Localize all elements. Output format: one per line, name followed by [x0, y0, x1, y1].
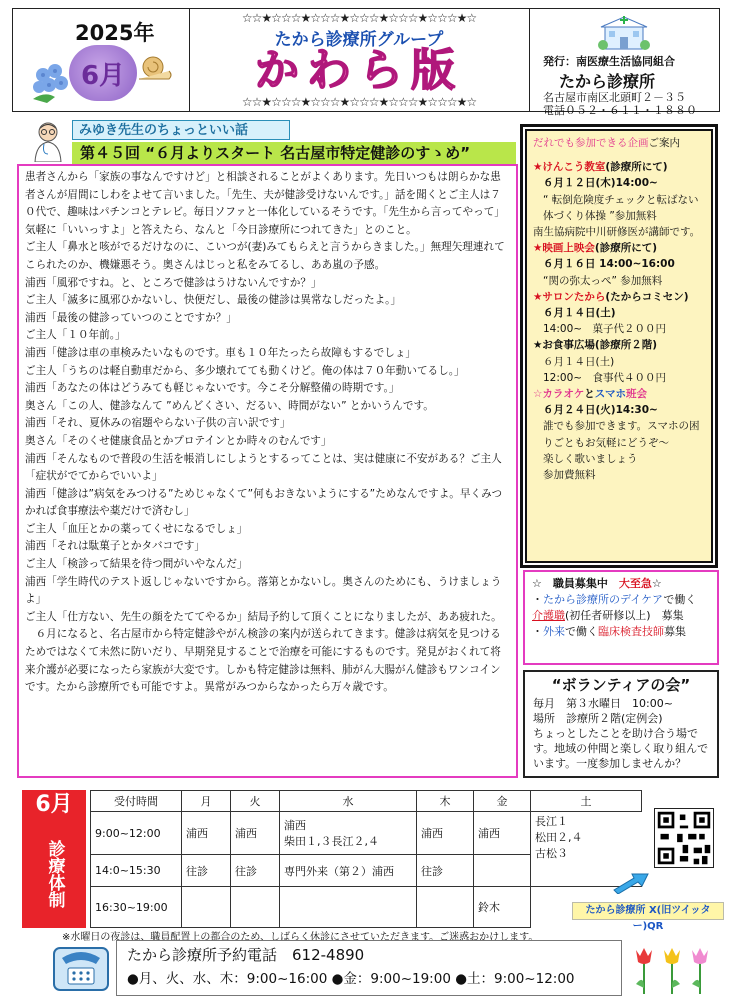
recruit-care-worker: 介護職 [532, 609, 565, 622]
header-sat: 土 [531, 791, 642, 812]
article-paragraph: 浦西「学生時代のテスト返しじゃないですから。落第とかないし。奥さんのためにも、うけましょうよ」 [25, 575, 502, 606]
bullet: ・ [532, 625, 543, 638]
stars-bottom: ☆☆★☆☆☆★☆☆☆★☆☆☆★☆☆☆★☆☆☆★☆ [241, 95, 477, 109]
event-5-desc2: 楽しく歌いましょう [543, 452, 638, 465]
clinic-name: たから診療所 [559, 72, 656, 91]
cell [182, 887, 231, 928]
event-1-date: ６月１２日(木)14:00~ [543, 177, 658, 190]
header-title-area [189, 9, 530, 111]
volunteer-box [523, 670, 719, 778]
recruit-lab-tech: 臨床検査技師 [598, 625, 664, 638]
article-paragraph: 浦西「風邪ですね。と、ところで健診はうけないんですか？」 [25, 276, 322, 289]
article-paragraph: ご主人「１０年前。」 [25, 329, 126, 342]
qr-code-icon[interactable] [654, 808, 714, 868]
event-2-title [533, 240, 705, 256]
event-4-desc: 12:00~ 食事代４００円 [543, 371, 667, 384]
events-inner [525, 129, 713, 563]
article-paragraph: ご主人「検診って結果を待つ間がいやなんだ」 [25, 558, 248, 571]
schedule-row [91, 812, 642, 855]
header-right [529, 9, 719, 117]
article-paragraph: 患者さんから「家族の事なんですけど」と相談されることがよくあります。先日いつもは朗らかな患者さんが眉間にしわをよせて言いました。「先生、夫が健診受けないんです。」話を聞くとご主人は７０代で、趣味はパチンコとテレビ。毎日ソファと一体化しているそうです。「先生から言ってやって」気軽に「いいっすよ」と答えたら、なんと「今日診療所につれてきた」とのこと。 [25, 171, 505, 236]
schedule-month: 6月 [35, 792, 73, 817]
event-2-date: ６月１６日 14:00~16:00 [543, 258, 675, 271]
cell: 往診 [417, 854, 474, 886]
cell: 往診 [182, 854, 231, 886]
month-badge-text: 6月 [80, 61, 126, 91]
recruit-qualification: (初任者研修以上) [565, 609, 651, 622]
header [12, 8, 720, 117]
cell: 浦西 柴田１,３長江２,４ [280, 812, 417, 855]
volunteer-schedule: 毎月 第３水曜日 10:00~ [533, 697, 673, 710]
recruit-line-3 [532, 624, 710, 640]
header-thu: 木 [417, 791, 474, 812]
recruit-work: で働く [663, 593, 697, 606]
schedule-note: ※水曜日の夜診は、職員配置上の都合のため、しばらく休診にさせていただきます。ご迷惑おかけします。 [62, 932, 539, 943]
events-heading-a: だれでも参加できる企画 [533, 137, 649, 149]
header-left [13, 9, 190, 111]
header-mon: 月 [182, 791, 231, 812]
article-paragraph: 浦西「健診は車の車検みたいなものです。車も１０年たったら故障もするでしょ」 [25, 346, 417, 359]
cell [280, 887, 417, 928]
recruit-line-1 [532, 592, 710, 608]
article-body [17, 164, 518, 778]
reservation-phone: たから診療所予約電話 612-4890 [127, 946, 365, 964]
header-tue: 火 [231, 791, 280, 812]
cell: 浦西 [182, 812, 231, 855]
event-5-and: と [584, 388, 595, 401]
recruit-heading-end: ☆ [651, 577, 662, 590]
recruit-heading [532, 576, 710, 592]
event-1-place: (診療所にて) [605, 161, 668, 174]
reservation-hours: ●月、火、水、木：9:00~16:00 ●金：9:00~19:00 ●土：9:00~12:00 [127, 971, 575, 987]
event-5-karaoke: カラオケ [542, 388, 585, 401]
schedule-label: 診療体制 [44, 840, 65, 908]
cell-saturday: 長江１ 松田２,４ 古松３ [531, 812, 642, 887]
event-3-name: サロンたから [542, 290, 606, 303]
clinic-building-icon [597, 15, 651, 51]
recruit-box [523, 570, 719, 665]
event-4-title: ★お食事広場(診療所２階) [533, 339, 658, 352]
arrow-icon [612, 872, 650, 894]
events-panel [520, 124, 718, 568]
article-paragraph: 浦西「そんなもので普段の生活を帳消しにしようとするってことは、実は健康に不安がある？ご主人「症状がでてからでいいよ」 [25, 452, 502, 483]
schedule-header-row [91, 791, 642, 812]
article-paragraph: 浦西「それ、夏休みの宿題やらない子供の言い訳です」 [25, 417, 291, 430]
tulip-icon [630, 944, 714, 996]
recruit-urgent: 大至急 [618, 577, 652, 590]
article-paragraph: 浦西「最後の健診っていつのことですか？」 [25, 311, 237, 324]
event-2-name: 映画上映会 [542, 242, 595, 255]
event-5-date: ６月２４日(火)14:30~ [543, 404, 658, 417]
cell: 浦西 [231, 812, 280, 855]
cell: 浦西 [417, 812, 474, 855]
column-title: 第４５回 “６月よりスタート 名古屋市特定健診のすゝめ” [72, 142, 516, 164]
article-paragraph: ご主人「血圧とかの薬ってくせになるでしょ」 [25, 522, 248, 535]
volunteer-place: 場所 診療所２階(定例会) [533, 712, 663, 725]
snail-icon [135, 53, 175, 83]
event-3-date: ６月１４日(土) [543, 307, 616, 320]
event-4-date: ６月１４日(土) [543, 355, 615, 368]
event-1-name: けんこう教室 [542, 161, 606, 174]
article-paragraph: ご主人「仕方ない、先生の顔をたててやるか」結局予約して頂くことになりましたが、ああ疲れた。 [25, 610, 502, 623]
cell: 往診 [231, 854, 280, 886]
event-3-desc: 14:00~ 菓子代２００円 [543, 323, 667, 336]
column-subtitle: みゆき先生のちょっといい話 [72, 120, 290, 140]
article-paragraph: 浦西「健診は”病気をみつける”ためじゃなくて”何もおきないようにする”ためなんですよ。早くみつかれば食事療法や薬だけで済むし」 [25, 487, 503, 518]
bullet: ・ [532, 593, 543, 606]
event-5-meeting: 班会 [626, 388, 648, 401]
header-wed: 水 [280, 791, 417, 812]
cell-time: 14:0~15:30 [91, 854, 182, 886]
event-3-title [533, 289, 705, 305]
schedule-table [90, 790, 642, 928]
cell-time: 9:00~12:00 [91, 812, 182, 855]
event-5-desc3: 参加費無料 [543, 469, 596, 482]
recruit-work: で働く [565, 625, 598, 638]
article-paragraph: ご主人「鼻水と咳がでるだけなのに、こいつが(妻)みてもらえと言うからきました。」無理矢理連れてこられたのか、機嫌悪そう。奥さんはじっと私をみてるし、ああ嵐の予感。 [25, 241, 505, 271]
cell: 浦西 [474, 812, 531, 855]
clinic-address: 名古屋市南区北頭町２－３５ [543, 91, 686, 104]
issue-year: 2025年 [75, 21, 155, 45]
article-paragraph: 浦西「それは駄菓子とかタバコです」 [25, 540, 205, 553]
article-paragraph: 奥さん「この人、健診なんて ”めんどくさい、だるい、時間がない” とかいうんです。 [25, 399, 434, 412]
cell [417, 887, 474, 928]
event-2-place: (診療所にて) [594, 242, 658, 255]
group-name: たから診療所グループ [274, 30, 444, 50]
doctor-icon [30, 120, 66, 162]
events-heading [533, 135, 705, 151]
recruit-wanted: 募集 [664, 625, 686, 638]
newsletter-title: かわら版 [255, 45, 463, 96]
publisher: 発行：南医療生活協同組合 [543, 55, 675, 68]
event-1-lecturer: 南生協病院中川研修医が講師です。 [533, 226, 701, 239]
article-paragraph: 奥さん「そのくせ健康食品とかプロテインとか時々のむんです」 [25, 434, 332, 447]
header-fri: 金 [474, 791, 531, 812]
event-1-title [533, 159, 705, 175]
event-1-desc: “ 転倒危険度チェックと転ばない体づくり体操 ”参加無料 [543, 193, 699, 222]
article-paragraph: ご主人「うちのは軽自動車だから、多少壊れてても動くけど。俺の体は７０年動いてるし。」 [25, 364, 465, 377]
clinic-phone: 電話０５２・６１１・１８８０ [543, 104, 697, 117]
event-5-desc1: 誰でも参加できます。スマホの困りごともお気軽にどうぞ～ [543, 420, 700, 449]
recruit-daycare: たから診療所のデイケア [543, 593, 664, 606]
volunteer-desc: ちょっとしたことを助け合う場です。地域の仲間と楽しく取り組んでいます。一度参加しませんか？ [533, 727, 709, 770]
schedule-month-box [22, 790, 86, 928]
qr-caption: たから診療所 X(旧ツイッター)QR [572, 902, 724, 920]
article-paragraph: ６月になると、名古屋市から特定健診やがん検診の案内が送られてきます。健診は病気を見つけるためではなくて未然に防いだり、早期発見することで治療を可能にするものです。発見がおくれて将来介護が必要になったら家族が大変です。しかも特定健診は無料、肺がん大腸がん健診もワンコインです。たから診療所でも可能ですよ。異常がみつからなかったら万々歳です。 [25, 628, 501, 694]
event-3-place: (たからコミセン) [605, 290, 689, 303]
article-paragraph: 浦西「あなたの体はどうみても軽じゃないです。今こそ分解整備の時期です。」 [25, 382, 400, 395]
event-1-star: ★ [533, 161, 543, 174]
event-2-desc: “関の弥太っぺ” 参加無料 [543, 274, 663, 287]
article-paragraph: ご主人「滅多に風邪ひかないし、快便だし、最後の健診は異常なしだったよ。」 [25, 294, 402, 307]
recruit-line-2 [532, 608, 710, 624]
cell: 専門外来（第２）浦西 [280, 854, 417, 886]
cell: 鈴木 [474, 887, 531, 928]
event-3-star: ★ [533, 290, 543, 303]
cell [231, 887, 280, 928]
recruit-outpatient: 外来 [543, 625, 565, 638]
cell [474, 854, 531, 886]
event-5-smartphone: スマホ [594, 388, 627, 401]
telephone-icon [52, 942, 110, 994]
schedule-row [91, 887, 642, 928]
recruit-wanted: 募集 [661, 609, 684, 622]
event-5-star: ☆ [533, 388, 543, 401]
cell-time: 16:30~19:00 [91, 887, 182, 928]
events-heading-b: ご案内 [648, 137, 680, 149]
header-time: 受付時間 [91, 791, 182, 812]
reservation-box [116, 940, 622, 996]
stars-top: ☆☆★☆☆☆★☆☆☆★☆☆☆★☆☆☆★☆☆☆★☆ [241, 11, 477, 25]
event-2-star: ★ [533, 242, 543, 255]
volunteer-title: “ボランティアの会” [551, 676, 691, 694]
event-5-title [533, 386, 705, 402]
recruit-heading-text: ☆ 職員募集中 [532, 577, 608, 590]
